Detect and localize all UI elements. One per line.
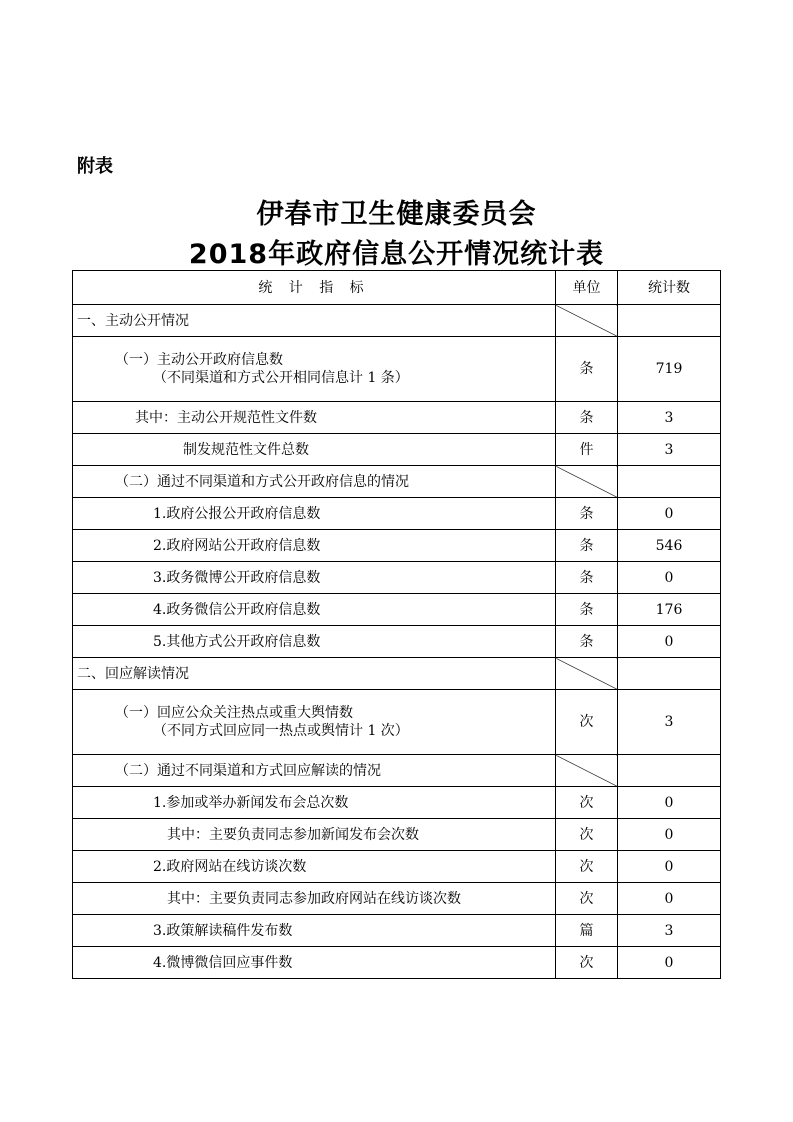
table-row <box>73 690 721 755</box>
row-count: 3 <box>618 690 721 755</box>
row-unit: 次 <box>556 851 618 883</box>
table-row <box>73 658 721 690</box>
row-count: 176 <box>618 594 721 626</box>
table-row <box>73 466 721 498</box>
row-unit: 篇 <box>556 915 618 947</box>
row-label: 其中：主要负责同志参加政府网站在线访谈次数 <box>73 883 556 915</box>
row-count <box>618 305 721 337</box>
row-unit-empty <box>556 755 618 787</box>
row-label: （二）通过不同渠道和方式回应解读的情况 <box>73 755 556 787</box>
row-count <box>618 466 721 498</box>
header-indicator: 统 计 指 标 <box>73 271 556 305</box>
table-row <box>73 305 721 337</box>
row-unit: 次 <box>556 787 618 819</box>
row-label: 1.政府公报公开政府信息数 <box>73 498 556 530</box>
row-unit: 条 <box>556 626 618 658</box>
row-label: 2.政府网站公开政府信息数 <box>73 530 556 562</box>
table-row <box>73 434 721 466</box>
row-count: 3 <box>618 434 721 466</box>
table-header-row <box>73 271 721 305</box>
row-count: 0 <box>618 498 721 530</box>
row-label-main: （一）回应公众关注热点或重大舆情数 <box>115 705 353 721</box>
row-count: 546 <box>618 530 721 562</box>
row-unit: 次 <box>556 819 618 851</box>
header-count: 统计数 <box>618 271 721 305</box>
header-unit: 单位 <box>556 271 618 305</box>
table-row <box>73 787 721 819</box>
row-count: 3 <box>618 915 721 947</box>
row-label: 2.政府网站在线访谈次数 <box>73 851 556 883</box>
table-row <box>73 498 721 530</box>
row-label: 一、主动公开情况 <box>73 305 556 337</box>
table-row <box>73 562 721 594</box>
row-label: 3.政策解读稿件发布数 <box>73 915 556 947</box>
row-count: 0 <box>618 626 721 658</box>
row-count: 0 <box>618 883 721 915</box>
table-row <box>73 883 721 915</box>
row-label <box>73 690 556 755</box>
row-label: 其中：主要负责同志参加新闻发布会次数 <box>73 819 556 851</box>
row-label: 4.政务微信公开政府信息数 <box>73 594 556 626</box>
row-unit: 条 <box>556 530 618 562</box>
row-unit-empty <box>556 466 618 498</box>
row-count <box>618 658 721 690</box>
row-label-main: （一）主动公开政府信息数 <box>115 352 283 368</box>
table-row <box>73 851 721 883</box>
row-label: 其中：主动公开规范性文件数 <box>73 402 556 434</box>
row-count <box>618 755 721 787</box>
table-row <box>73 947 721 979</box>
statistics-table <box>72 270 721 979</box>
row-label: （二）通过不同渠道和方式公开政府信息的情况 <box>73 466 556 498</box>
page-title: 伊春市卫生健康委员会 <box>256 199 537 230</box>
row-unit: 条 <box>556 337 618 402</box>
table-row <box>73 915 721 947</box>
row-unit: 条 <box>556 402 618 434</box>
row-unit-empty <box>556 658 618 690</box>
row-label: 二、回应解读情况 <box>73 658 556 690</box>
row-label-note: （不同渠道和方式公开相同信息计 1 条） <box>153 370 409 386</box>
row-label: 4.微博微信回应事件数 <box>73 947 556 979</box>
row-count: 0 <box>618 819 721 851</box>
row-unit: 条 <box>556 498 618 530</box>
row-unit: 次 <box>556 947 618 979</box>
row-label: 5.其他方式公开政府信息数 <box>73 626 556 658</box>
row-count: 0 <box>618 851 721 883</box>
row-label: 3.政务微博公开政府信息数 <box>73 562 556 594</box>
row-count: 0 <box>618 787 721 819</box>
attachment-label: 附表 <box>77 156 113 177</box>
row-label: 1.参加或举办新闻发布会总次数 <box>73 787 556 819</box>
row-unit: 次 <box>556 690 618 755</box>
table-row <box>73 755 721 787</box>
table-row <box>73 626 721 658</box>
row-label <box>73 337 556 402</box>
table-row <box>73 337 721 402</box>
row-count: 719 <box>618 337 721 402</box>
row-unit-empty <box>556 305 618 337</box>
table-row <box>73 594 721 626</box>
table-row <box>73 819 721 851</box>
row-label-note: （不同方式回应同一热点或舆情计 1 次） <box>153 723 409 739</box>
table-row <box>73 530 721 562</box>
row-unit: 次 <box>556 883 618 915</box>
row-count: 0 <box>618 562 721 594</box>
table-row <box>73 402 721 434</box>
row-unit: 件 <box>556 434 618 466</box>
row-unit: 条 <box>556 562 618 594</box>
row-unit: 条 <box>556 594 618 626</box>
row-count: 0 <box>618 947 721 979</box>
page-subtitle: 2018年政府信息公开情况统计表 <box>188 239 605 270</box>
row-count: 3 <box>618 402 721 434</box>
row-label: 制发规范性文件总数 <box>73 434 556 466</box>
